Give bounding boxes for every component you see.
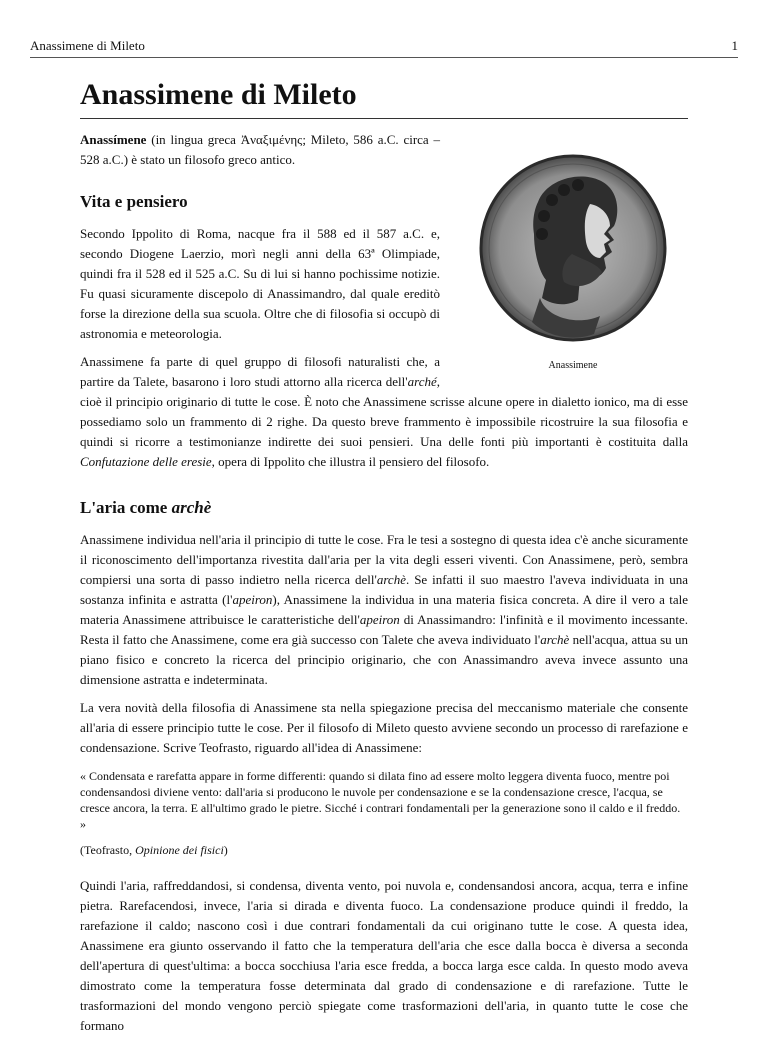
aria-paragraph-2: La vera novità della filosofia di Anassimene sta nella spiegazione precisa del meccanismo materiale che consente all'aria di essere principio tutte le cose. Per il filosofo di Mileto questo avviene secondo un processo di rarefazione e condensazione. Scrive Teofrasto, riguardo all'idea di Anassimene: [80, 700, 688, 755]
aria-paragraph-3: Quindi l'aria, raffreddandosi, si condensa, diventa vento, poi nuvola e, condensandosi ancora, acqua, terra e infine pietra. Rarefacendosi, invece, l'aria si dirada e diventa fuoco. La condensazione produce quindi il freddo, la rarefazione il caldo; nascono così i due contrari fondamentali da cui originano tutte le cose. A questa idea, Anassimene era giunto osservando il fatto che la temperatura dell'aria che esce dalla bocca è diversa a seconda dell'apertura di quest'ultima: a bocca socchiusa l'aria esce fredda, a bocca larga esce calda. In questo modo aveva dimostrato come la temperatura fosse determinata dal grado di condensazione e di rarefazione. Tutte le trasformazioni del mondo vengono perciò spiegate come trasformazioni dell'aria, in quanto tutte le cose che formano [80, 878, 688, 1033]
intro-text: (in lingua greca Ἀναξιμένης; Mileto, 586 a.C. circa – 528 a.C.) è stato un filosofo greco antico. [80, 132, 440, 167]
text-run: Anassimene individua nell'aria il principio di tutte le cose. Fra le tesi a sostegno di questa idea c'è anche sicuramente il riconoscimento dell'importanza rivestita dall'aria per la vita degli esseri viventi. Con Anassimene, però, sembra compiersi una sorta di passo indietro nella ricerca dell' [80, 532, 688, 587]
term-arche: archè [540, 632, 570, 647]
running-title: Anassimene di Mileto [30, 38, 145, 53]
section-heading-aria [80, 498, 688, 518]
text-run: di Anassimandro: l'infinità e il movimento incessante. Resta il fatto che Anassimene, come era già successo con Talete che aveva individuato l' [80, 612, 688, 647]
heading-text: L'aria come [80, 498, 172, 517]
term-arche: arché [407, 374, 437, 389]
heading-term: archè [171, 498, 212, 517]
page-number: 1 [731, 38, 738, 53]
portrait-caption: Anassimene [548, 360, 598, 371]
text-run: , cioè il principio originario di tutte le cose. È noto che Anassimene scrisse alcune opere in dialetto ionico, ma di esse possediamo solo un frammento di 2 righe. Da questo breve frammento è impossibile ricostruire la sua filosofia e quindi si ricorre a testimonianze indirette dei suoi pensieri. Una delle fonti più importanti è costituita dalla [80, 374, 688, 449]
term-apeiron: apeiron [232, 592, 273, 607]
text-run: ) [223, 843, 228, 857]
quote-source [80, 840, 688, 860]
text-run: , opera di Ippolito che illustra il pensiero del filosofo. [211, 454, 490, 469]
text-run: Anassimene fa parte di quel gruppo di filosofi naturalisti che, a partire da Talete, basarono i loro studi attorno alla ricerca dell' [80, 354, 440, 389]
source-title: Opinione dei fisici [135, 843, 224, 857]
subject-name: Anassímene [80, 132, 147, 147]
portrait-medallion-icon [468, 130, 678, 380]
text-run: ), Anassimene la individua in una materia fisica concreta. A dire il vero a tale materia Anassimene attribuisce le caratteristiche dell' [80, 592, 688, 627]
term-arche: archè [376, 572, 406, 587]
text-run: (Teofrasto, [80, 843, 136, 857]
text-run: . Se infatti il suo maestro l'aveva individuata in una sostanza infinita e astratta (l' [80, 572, 688, 607]
aria-paragraph-1 [80, 530, 688, 690]
running-header [30, 38, 738, 58]
portrait-figure [458, 130, 688, 376]
section-heading-vita: Vita e pensiero [80, 192, 188, 211]
vita-paragraph-1: Secondo Ippolito di Roma, nacque fra il 588 ed il 587 a.C. e, secondo Diogene Laerzio, morì negli anni della 63ª Olimpiade, quindi fra il 528 ed il 525 a.C. Su di lui si hanno pochissime notizie. Fu quasi sicuramente discepolo di Anassimandro, dal quale ereditò forse la direzione della sua scuola. Oltre che di filosofia si occupò di astronomia e meteorologia. [80, 226, 440, 341]
work-title: Confutazione delle eresie [80, 454, 212, 469]
page-title: Anassimene di Mileto [80, 78, 688, 119]
term-apeiron: apeiron [359, 612, 400, 627]
article-body [80, 130, 688, 1044]
blockquote: « Condensata e rarefatta appare in forme differenti: quando si dilata fino ad essere molto leggera diventa fuoco, mentre poi condensandosi diviene vento: dall'aria si producono le nuvole per condensazione e se la condensazione cresce, l'acqua, se cresce ancora, la terra. E all'ultimo grado le pietre. Sicché i contrari fondamentali per la generazione sono il caldo e il freddo. » [80, 769, 681, 831]
text-run: nell'acqua, attua su un piano fisico e concreto la ricerca del principio originario, che con Anassimandro aveva invece assunto una dimensione astratta e indeterminata. [80, 632, 688, 687]
